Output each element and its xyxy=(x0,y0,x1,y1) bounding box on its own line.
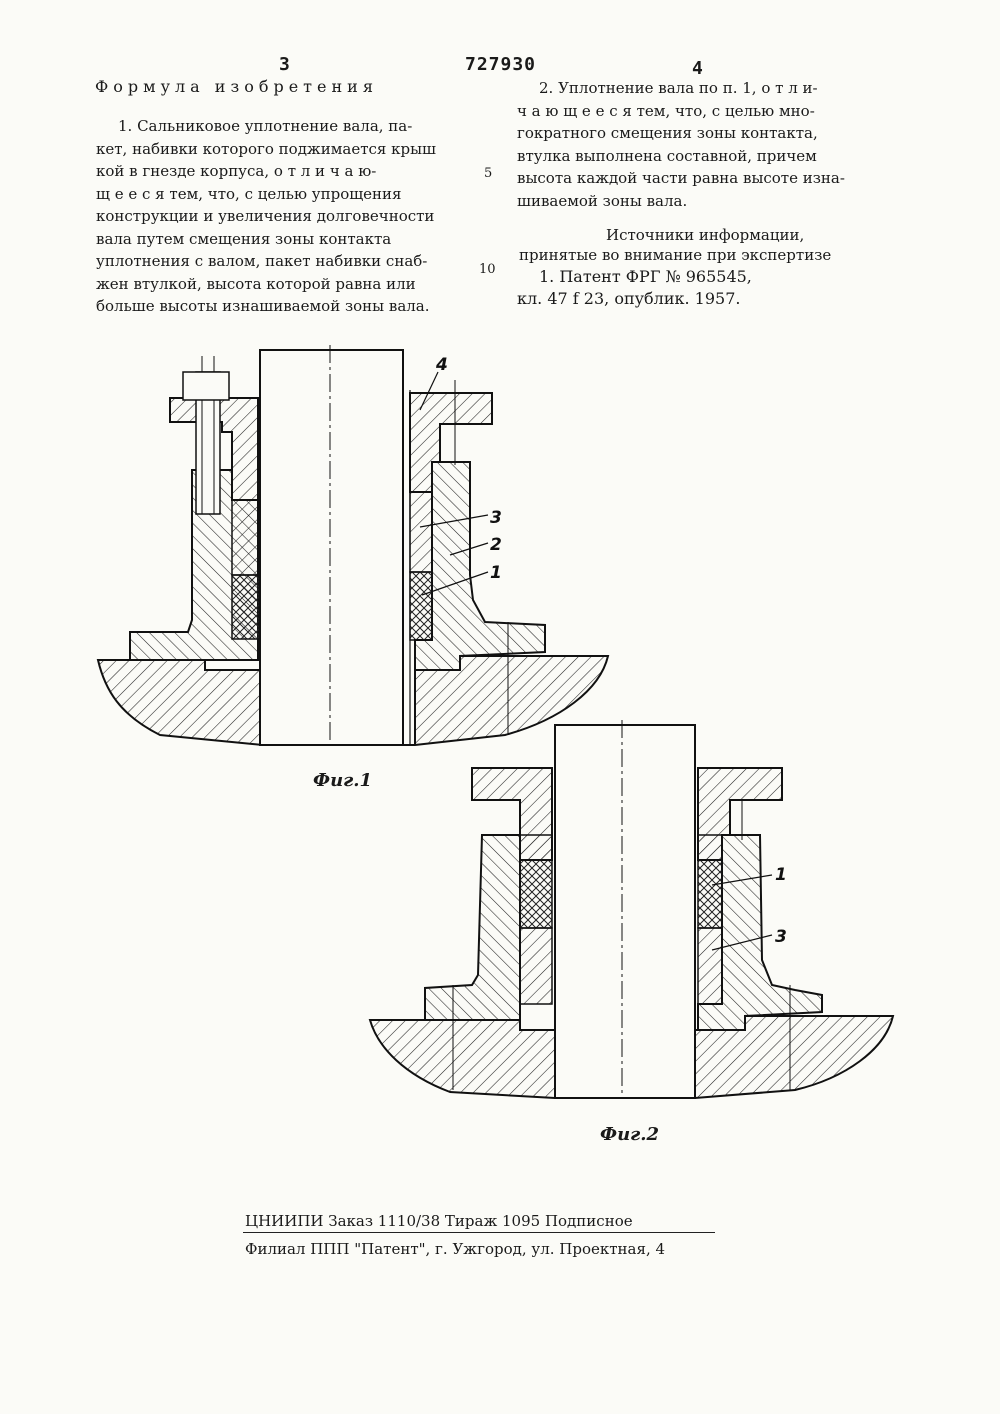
fig1-label-3: 3 xyxy=(490,508,502,528)
fig2-left-packing xyxy=(520,860,552,928)
imprint-line1: ЦНИИПИ Заказ 1110/38 Тираж 1095 Подписное xyxy=(245,1212,633,1230)
fig1-right-sleeve xyxy=(410,492,432,572)
claim1-line: 1. Сальниковое уплотнение вала, па- xyxy=(118,117,413,135)
claim2-line: ч а ю щ е е с я тем, что, с целью мно- xyxy=(517,101,815,120)
claim1-line: кет, набивки которого поджимается крыш xyxy=(96,139,437,158)
fig1-label-1: 1 xyxy=(490,563,502,583)
fig2-left-housing xyxy=(425,835,520,1030)
figure-1 xyxy=(98,345,608,745)
fig2-label-3: 3 xyxy=(775,927,787,947)
fig2-left-sleeve-upper xyxy=(520,835,552,860)
sources-heading-line1: Источники информации, xyxy=(606,226,805,244)
line-number-10: 10 xyxy=(479,262,496,277)
fig1-shaft xyxy=(260,350,403,745)
sources-heading-line2: принятые во внимание при экспертизе xyxy=(519,246,832,264)
figure-2 xyxy=(370,720,893,1098)
claim1-line: конструкции и увеличения долговечности xyxy=(96,207,435,225)
claim2-line: втулка выполнена составной, причем xyxy=(517,146,817,165)
fig2-shaft xyxy=(555,725,695,1098)
claim1-line: щ е е с я тем, что, с целью упрощения xyxy=(96,184,402,203)
fig1-caption: Фиг.1 xyxy=(313,770,373,791)
claim1-line: кой в гнезде корпуса, о т л и ч а ю- xyxy=(96,162,377,180)
claim1-line: больше высоты изнашиваемой зоны вала. xyxy=(96,297,430,315)
claim1-line: жен втулкой, высота которой равна или xyxy=(96,274,416,293)
fig1-nut xyxy=(183,372,229,400)
claim2-line: 2. Уплотнение вала по п. 1, о т л и- xyxy=(539,79,818,97)
imprint-divider xyxy=(243,1232,715,1233)
patent-number: 727930 xyxy=(465,54,537,75)
claims-heading: Формула изобретения xyxy=(95,77,378,96)
fig1-label-2: 2 xyxy=(490,535,502,555)
fig1-right-packing xyxy=(410,572,432,640)
source-ref-line1: 1. Патент ФРГ № 965545, xyxy=(539,267,752,286)
claim1-line: вала путем смещения зоны контакта xyxy=(96,229,392,248)
claim2-line: гократного смещения зоны контакта, xyxy=(517,124,818,142)
source-ref-line2: кл. 47 f 23, опублик. 1957. xyxy=(517,289,741,308)
claim1-line: уплотнения с валом, пакет набивки снаб- xyxy=(96,252,428,270)
claim2-line: шиваемой зоны вала. xyxy=(517,191,688,210)
page-number-right: 4 xyxy=(692,58,703,79)
fig2-right-packing xyxy=(698,860,722,928)
line-number-5: 5 xyxy=(484,166,493,181)
fig1-left-sleeve xyxy=(232,500,258,575)
fig1-right-housing xyxy=(415,462,545,670)
imprint-line2: Филиал ППП "Патент", г. Ужгород, ул. Проектная, 4 xyxy=(245,1240,666,1258)
fig1-label-4: 4 xyxy=(436,355,448,375)
fig2-left-sleeve-lower xyxy=(520,928,552,1004)
fig2-right-sleeve-upper xyxy=(698,835,722,860)
fig2-right-sleeve-lower xyxy=(698,928,722,1004)
page-number-left: 3 xyxy=(279,54,290,75)
claim2-line: высота каждой части равна высоте изна- xyxy=(517,169,845,187)
fig2-label-1: 1 xyxy=(775,865,787,885)
fig2-caption: Фиг.2 xyxy=(600,1124,660,1145)
